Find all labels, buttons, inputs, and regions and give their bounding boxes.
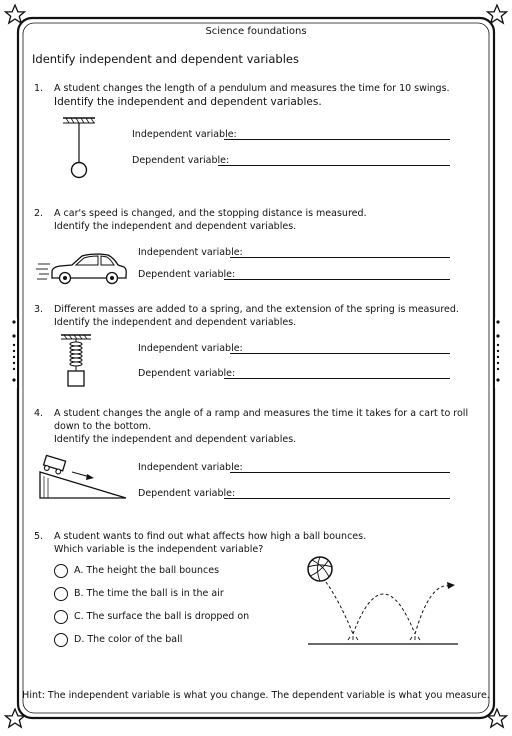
ramp-cart-icon [36, 452, 130, 502]
option-d-radio[interactable] [54, 633, 68, 647]
pendulum-icon [60, 115, 100, 181]
dependent-variable-label: Dependent variable: [138, 368, 236, 379]
dotted-ornament-icon [11, 318, 17, 388]
hint-text: Hint: The independent variable is what you change. The dependent variable is what you measure. [22, 690, 490, 701]
independent-variable-label: Independent variable: [132, 129, 237, 140]
option-c-radio[interactable] [54, 610, 68, 624]
question-number: 2. [34, 208, 44, 219]
question-instruction: Identify the independent and dependent variables. [54, 221, 297, 232]
dependent-variable-label: Dependent variable: [138, 488, 236, 499]
dependent-variable-answer-line[interactable] [224, 279, 450, 280]
question-number: 3. [34, 304, 44, 315]
question-text-continued: down to the bottom. [54, 421, 152, 432]
question-number: 4. [34, 408, 44, 419]
independent-variable-label: Independent variable: [138, 462, 243, 473]
question-text: A student wants to find out what affects how high a ball bounces. [54, 531, 367, 542]
option-b-radio[interactable] [54, 587, 68, 601]
dependent-variable-answer-line[interactable] [218, 165, 450, 166]
independent-variable-answer-line[interactable] [230, 353, 450, 354]
independent-variable-answer-line[interactable] [230, 472, 450, 473]
question-instruction: Identify the independent and dependent variables. [54, 434, 297, 445]
question-text: A student changes the angle of a ramp and measures the time it takes for a cart to roll [54, 408, 469, 419]
option-a-label: A. The height the ball bounces [74, 565, 220, 576]
star-icon [6, 5, 25, 23]
dependent-variable-answer-line[interactable] [224, 498, 450, 499]
bouncing-ball-icon [300, 552, 460, 652]
car-icon [36, 250, 128, 286]
dependent-variable-label: Dependent variable: [132, 155, 230, 166]
independent-variable-answer-line[interactable] [224, 139, 450, 140]
option-c-label: C. The surface the ball is dropped on [74, 611, 250, 622]
question-number: 5. [34, 531, 44, 542]
question-instruction: Identify the independent and dependent variables. [54, 96, 322, 108]
option-b-label: B. The time the ball is in the air [74, 588, 224, 599]
star-icon [6, 709, 25, 727]
question-instruction: Which variable is the independent variable? [54, 544, 264, 555]
option-a-radio[interactable] [54, 564, 68, 578]
independent-variable-answer-line[interactable] [230, 257, 450, 258]
independent-variable-label: Independent variable: [138, 247, 243, 258]
question-text: A student changes the length of a pendulum and measures the time for 10 swings. [54, 83, 450, 94]
independent-variable-label: Independent variable: [138, 343, 243, 354]
dependent-variable-answer-line[interactable] [224, 378, 450, 379]
question-text: A car's speed is changed, and the stopping distance is measured. [54, 208, 367, 219]
question-number: 1. [34, 83, 44, 94]
option-d-label: D. The color of the ball [74, 634, 183, 645]
question-instruction: Identify the independent and dependent variables. [54, 317, 297, 328]
worksheet-subtitle: Identify independent and dependent variables [32, 52, 299, 66]
dependent-variable-label: Dependent variable: [138, 269, 236, 280]
star-icon [488, 5, 507, 23]
star-icon [488, 709, 507, 727]
page-header: Science foundations [205, 26, 307, 37]
spring-mass-icon [58, 332, 94, 390]
dotted-ornament-icon [495, 318, 501, 388]
question-text: Different masses are added to a spring, and the extension of the spring is measured. [54, 304, 459, 315]
